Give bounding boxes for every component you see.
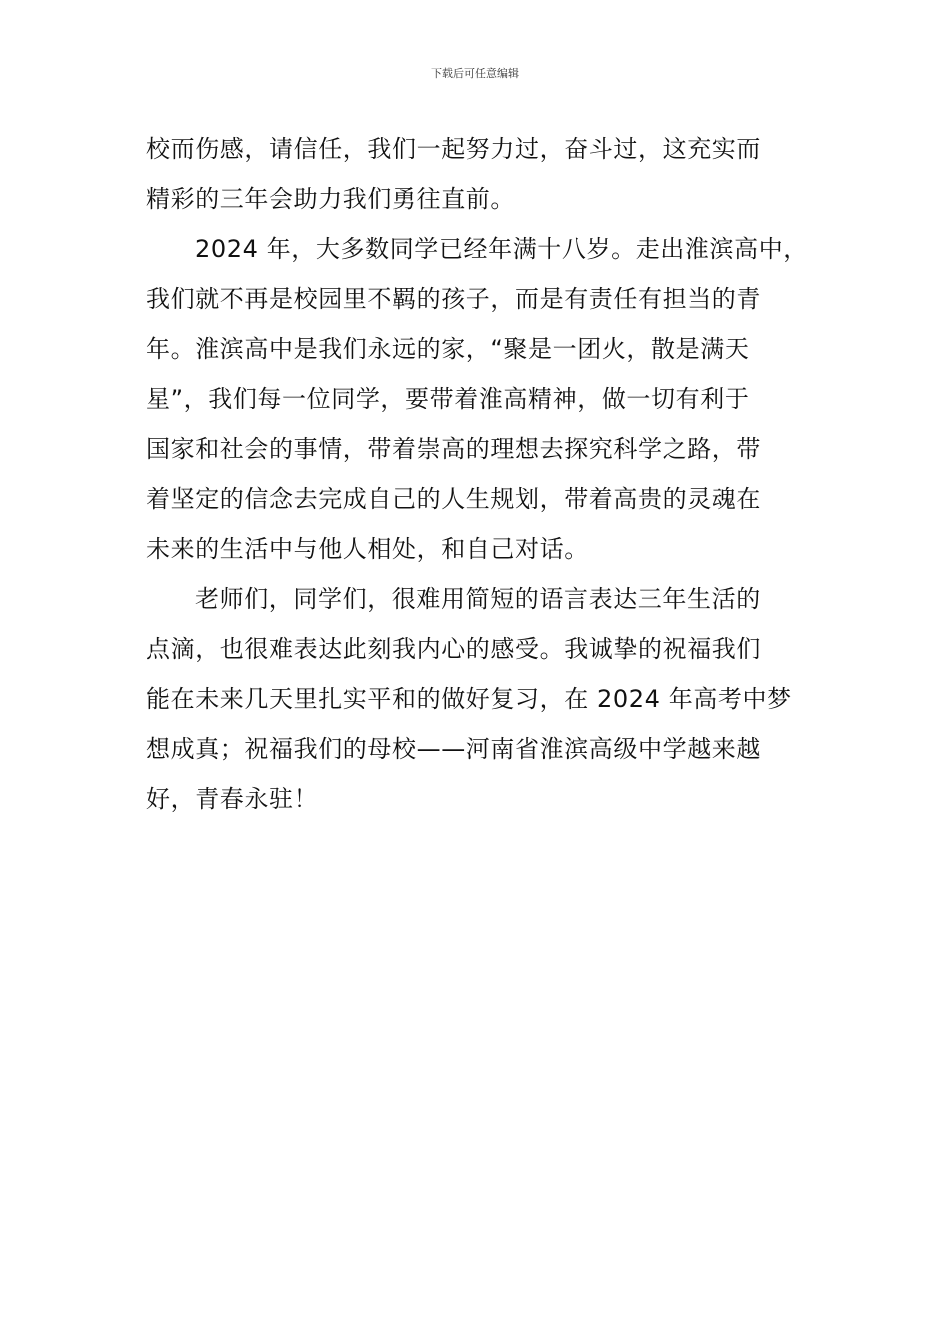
page-header: 下载后可任意编辑 [431,67,519,80]
paragraph-line: 年。淮滨高中是我们永远的家，“聚是一团火，散是满天 [146,335,750,363]
paragraph-line: 点滴，也很难表达此刻我内心的感受。我诚挚的祝福我们 [146,635,761,663]
paragraph-line: 星”，我们每一位同学，要带着淮高精神，做一切有利于 [146,385,750,413]
paragraph-1 [146,124,810,224]
paragraph-line: 国家和社会的事情，带着崇高的理想去探究科学之路，带 [146,435,761,463]
paragraph-3 [146,574,810,824]
paragraph-2 [146,224,810,574]
paragraph-line: 好，青春永驻！ [146,785,319,813]
paragraph-line: 我们就不再是校园里不羁的孩子，而是有责任有担当的青 [146,285,761,313]
paragraph-line: 老师们，同学们，很难用简短的语言表达三年生活的 [195,585,761,613]
paragraph-line: 着坚定的信念去完成自己的人生规划，带着高贵的灵魂在 [146,485,761,513]
document-body [146,124,810,824]
paragraph-line: 能在未来几天里扎实平和的做好复习，在 2024 年高考中梦 [146,685,792,713]
paragraph-line: 想成真；祝福我们的母校——河南省淮滨高级中学越来越 [146,735,761,763]
paragraph-line: 精彩的三年会助力我们勇往直前。 [146,185,515,213]
paragraph-line: 2024 年，大多数同学已经年满十八岁。走出淮滨高中， [195,235,808,263]
paragraph-line: 校而伤感，请信任，我们一起努力过，奋斗过，这充实而 [146,135,761,163]
paragraph-line: 未来的生活中与他人相处，和自己对话。 [146,535,589,563]
